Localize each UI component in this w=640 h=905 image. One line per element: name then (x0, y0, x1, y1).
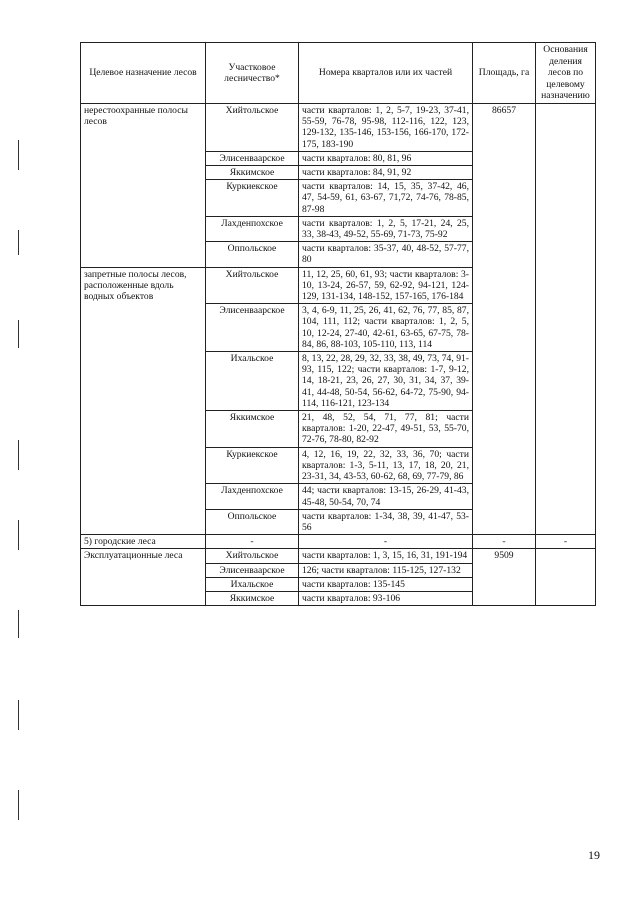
forestry-cell: Оппольское (206, 509, 299, 534)
purpose-cell: 5) городские леса (81, 535, 206, 549)
quarters-cell: части кварталов: 135-145 (299, 577, 473, 591)
header-area: Площадь, га (473, 43, 536, 104)
forestry-cell: Яккимское (206, 166, 299, 180)
forestry-cell: Яккимское (206, 591, 299, 605)
forestry-cell: Оппольское (206, 242, 299, 267)
basis-cell (536, 549, 596, 606)
basis-cell: - (536, 535, 596, 549)
quarters-cell: 126; части кварталов: 115-125, 127-132 (299, 563, 473, 577)
page-number: 19 (588, 848, 600, 862)
quarters-cell: части кварталов: 84, 91, 92 (299, 166, 473, 180)
quarters-cell: части кварталов: 1, 2, 5, 17-21, 24, 25, 33, 38-43, 49-52, 55-69, 71-73, 75-92 (299, 216, 473, 241)
quarters-cell: части кварталов: 80, 81, 96 (299, 151, 473, 165)
table-header-row (81, 43, 596, 104)
forestry-cell: Хийтольское (206, 104, 299, 152)
quarters-cell: части кварталов: 1, 3, 15, 16, 31, 191-194 (299, 549, 473, 563)
table-row (81, 549, 596, 563)
header-forestry: Участковое лесничество* (206, 43, 299, 104)
forestry-cell: Элисенваарское (206, 151, 299, 165)
forestry-cell: Хийтольское (206, 549, 299, 563)
quarters-cell: 3, 4, 6-9, 11, 25, 26, 41, 62, 76, 77, 85, 87, 104, 111, 112; части кварталов: 1, 2, 5, 10, 12-24, 27-40, 42-61, 63-65, 67-75, 78-84, 86, 88-103, 105-110, 113, 114 (299, 304, 473, 352)
area-cell: 86657 (473, 104, 536, 535)
forestry-cell: Куркиекское (206, 180, 299, 217)
forest-purpose-table (80, 42, 596, 606)
header-purpose: Целевое назначение лесов (81, 43, 206, 104)
quarters-cell: части кварталов: 93-106 (299, 591, 473, 605)
quarters-cell: 21, 48, 52, 54, 71, 77, 81; части кварталов: 1-20, 22-47, 49-51, 53, 55-70, 72-76, 78-80, 82-92 (299, 411, 473, 448)
forestry-cell: Яккимское (206, 411, 299, 448)
scan-margin-mark (18, 520, 19, 550)
area-cell: 9509 (473, 549, 536, 606)
quarters-cell: 44; части кварталов: 13-15, 26-29, 41-43, 45-48, 50-54, 70, 74 (299, 484, 473, 509)
forestry-cell: Элисенваарское (206, 304, 299, 352)
header-quarters: Номера кварталов или их частей (299, 43, 473, 104)
table-row (81, 535, 596, 549)
forestry-cell: Ихальское (206, 352, 299, 411)
forestry-cell: Хийтольское (206, 267, 299, 304)
quarters-cell: 8, 13, 22, 28, 29, 32, 33, 38, 49, 73, 74, 91-93, 115, 122; части кварталов: 1-7, 9-12, 14, 18-21, 23, 26, 27, 30, 31, 34, 37, 39-41, 44-48, 50-54, 56-62, 64-72, 75-90, 94-114, 116-121, 123-134 (299, 352, 473, 411)
header-basis: Основания деления лесов по целевому назначению (536, 43, 596, 104)
scan-margin-mark (18, 140, 19, 170)
quarters-cell: 11, 12, 25, 60, 61, 93; части кварталов: 3-10, 13-24, 26-57, 59, 62-92, 94-121, 124-129, 131-134, 148-152, 157-165, 176-184 (299, 267, 473, 304)
forestry-cell: Лахденпохское (206, 484, 299, 509)
quarters-cell: - (299, 535, 473, 549)
forestry-cell: Элисенваарское (206, 563, 299, 577)
purpose-cell: нерестоохранные полосы лесов (81, 104, 206, 268)
scan-margin-mark (18, 320, 19, 348)
purpose-cell: Эксплуатационные леса (81, 549, 206, 606)
purpose-cell: запретные полосы лесов, расположенные вдоль водных объектов (81, 267, 206, 534)
basis-cell (536, 104, 596, 535)
forestry-cell: Лахденпохское (206, 216, 299, 241)
quarters-cell: части кварталов: 35-37, 40, 48-52, 57-77, 80 (299, 242, 473, 267)
forestry-cell: Куркиекское (206, 447, 299, 484)
scan-margin-mark (18, 440, 19, 470)
forestry-cell: Ихальское (206, 577, 299, 591)
area-cell: - (473, 535, 536, 549)
quarters-cell: части кварталов: 14, 15, 35, 37-42, 46, 47, 54-59, 61, 63-67, 71,72, 74-76, 78-85, 87-98 (299, 180, 473, 217)
quarters-cell: 4, 12, 16, 19, 22, 32, 33, 36, 70; части кварталов: 1-3, 5-11, 13, 17, 18, 20, 21, 23-31, 34, 43-53, 60-62, 68, 69, 77-79, 86 (299, 447, 473, 484)
quarters-cell: части кварталов: 1, 2, 5-7, 19-23, 37-41, 55-59, 76-78, 95-98, 112-116, 122, 123, 129-132, 135-146, 153-156, 166-170, 172-175, 183-190 (299, 104, 473, 152)
quarters-cell: части кварталов: 1-34, 38, 39, 41-47, 53-56 (299, 509, 473, 534)
table-row (81, 104, 596, 152)
forestry-cell: - (206, 535, 299, 549)
scan-margin-mark (18, 610, 19, 638)
scan-margin-mark (18, 700, 19, 730)
scan-margin-mark (18, 790, 19, 820)
scan-margin-mark (18, 230, 19, 255)
